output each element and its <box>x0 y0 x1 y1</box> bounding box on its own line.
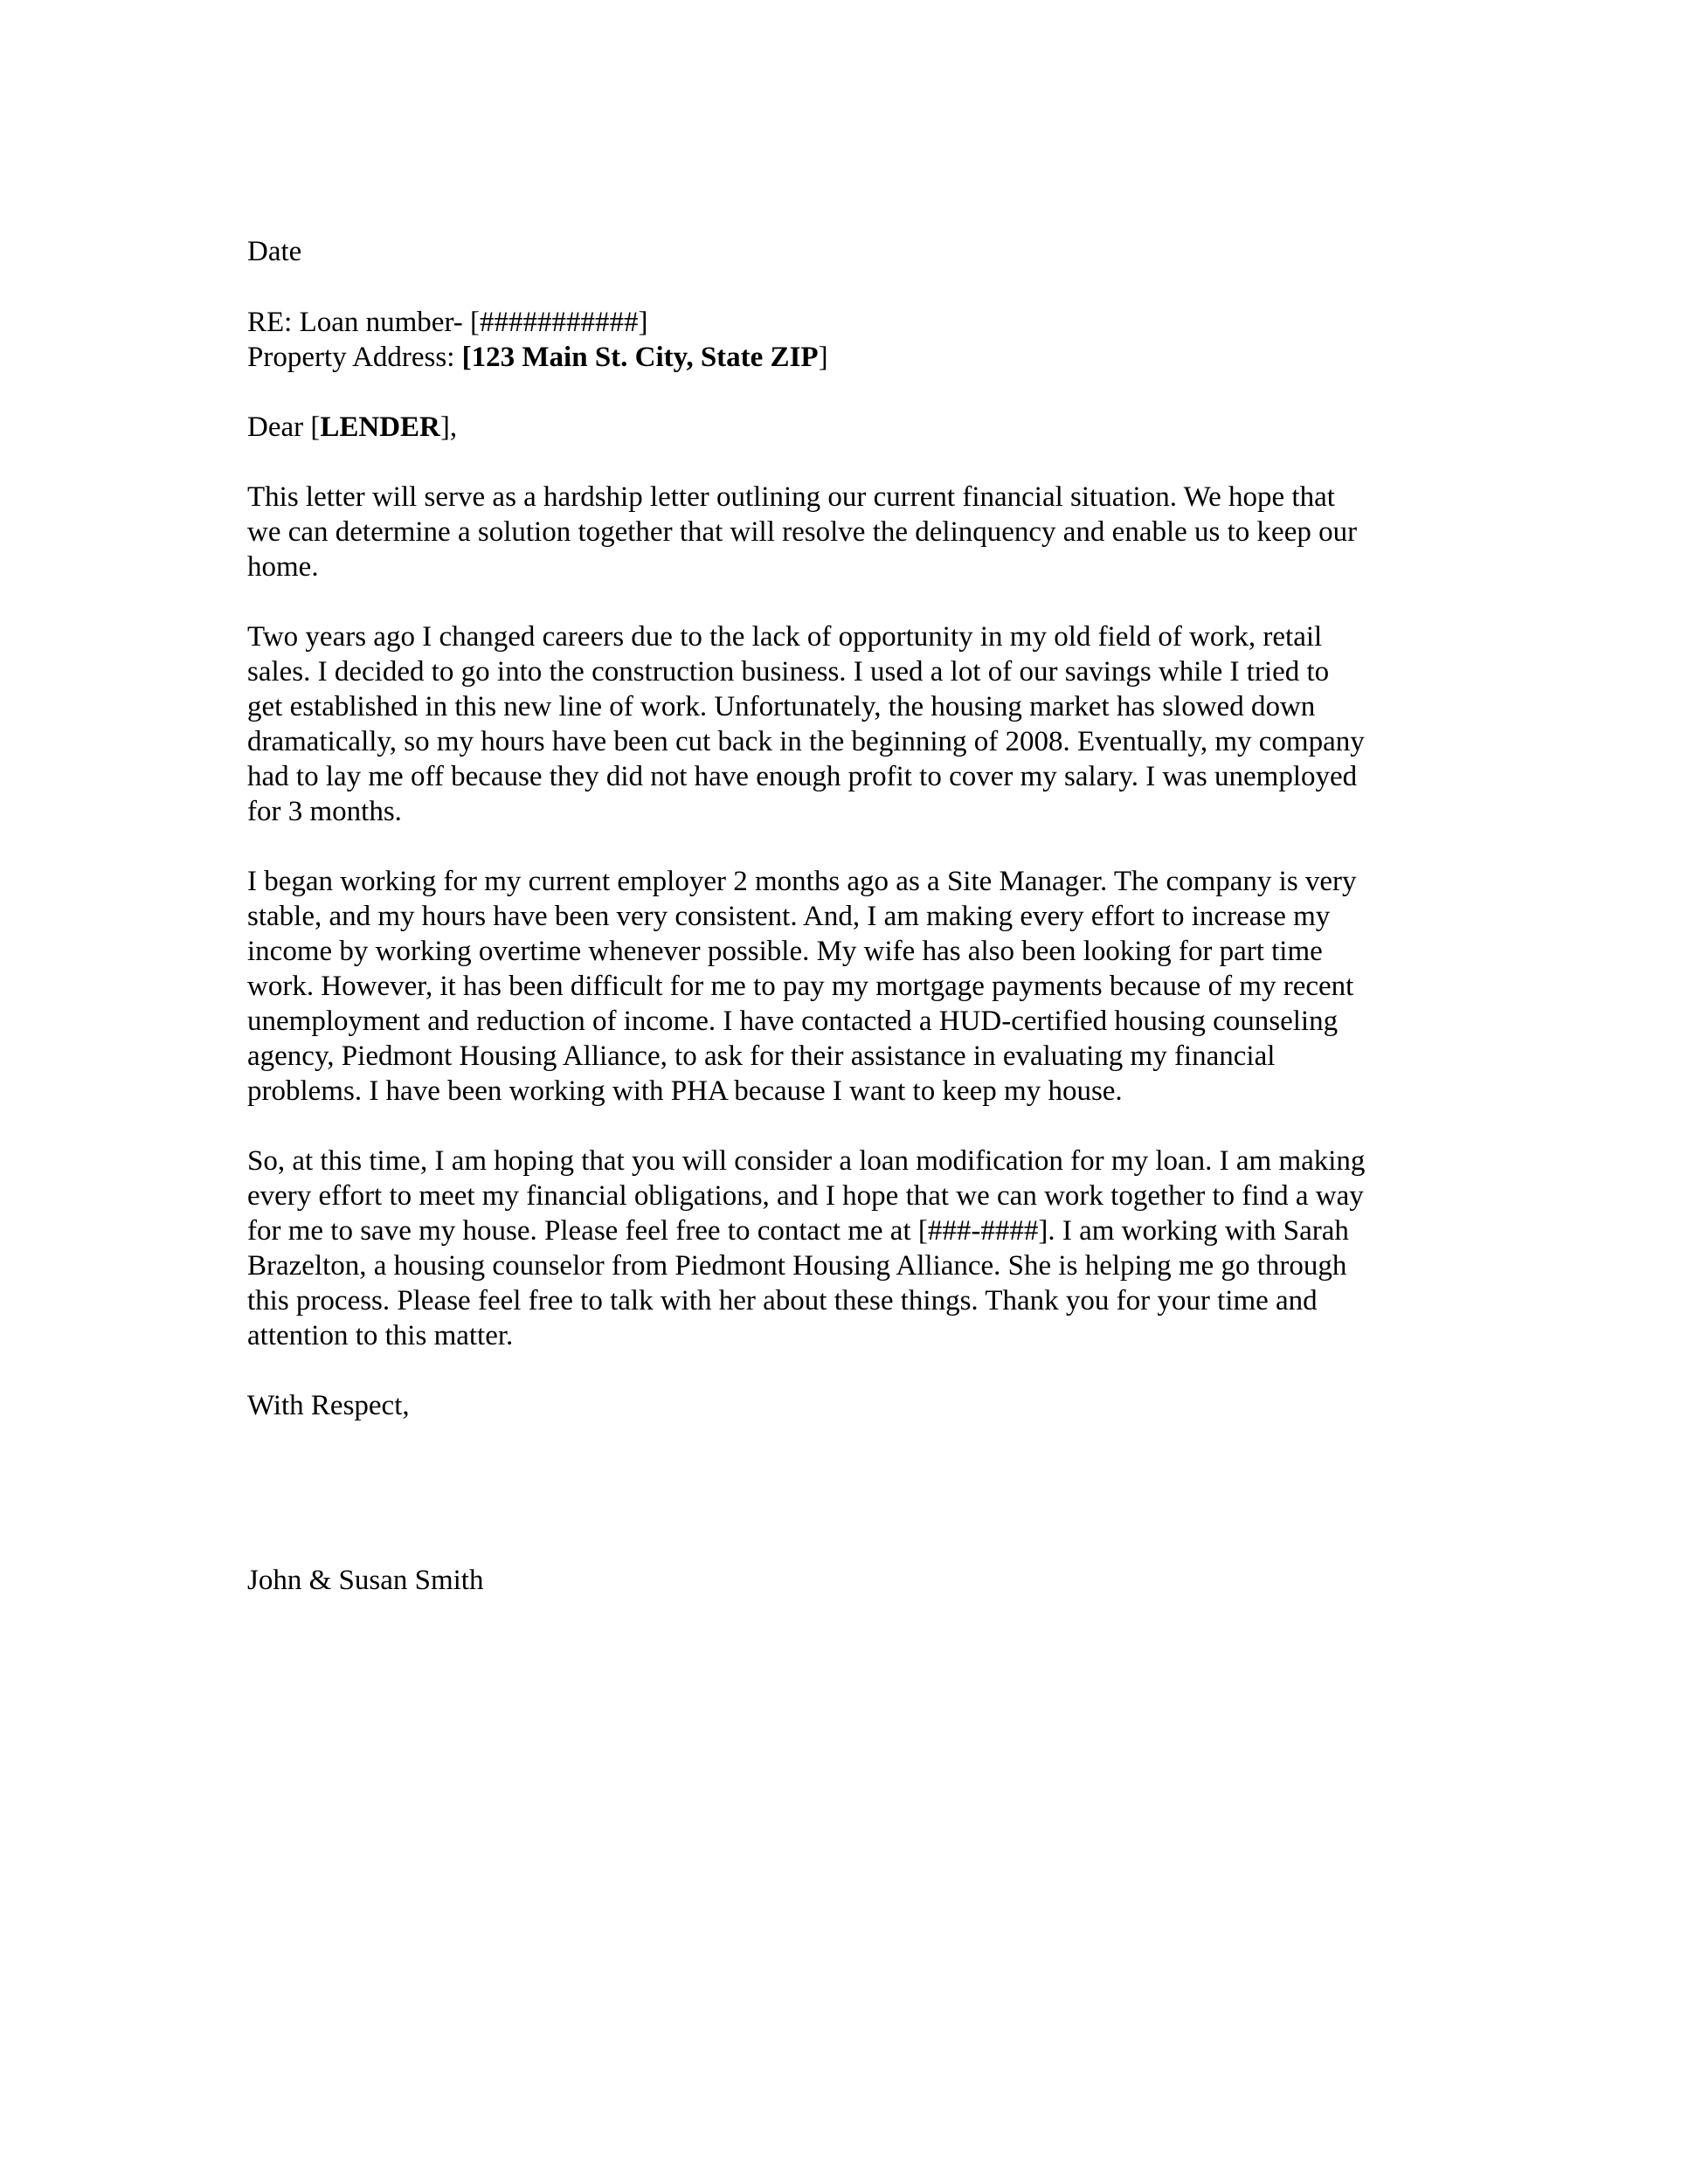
paragraph-line: get established in this new line of work. Unfortunately, the housing market has slowed down <box>247 691 1316 722</box>
paragraph-line: unemployment and reduction of income. I have contacted a HUD-certified housing counseling <box>247 1006 1339 1037</box>
paragraph-line: attention to this matter. <box>247 1320 514 1351</box>
closing: With Respect, <box>247 1390 410 1421</box>
paragraph-line: stable, and my hours have been very consistent. And, I am making every effort to increase my <box>247 901 1331 932</box>
paragraph-line: for 3 months. <box>247 796 402 827</box>
paragraph-line: work. However, it has been difficult for me to pay my mortgage payments because of my recent <box>247 971 1354 1002</box>
paragraph-line: So, at this time, I am hoping that you will consider a loan modification for my loan. I am making <box>247 1145 1366 1177</box>
loan-number-close: ] <box>638 307 648 338</box>
paragraph-career-change <box>247 619 1470 829</box>
paragraph-line: I began working for my current employer 2 months ago as a Site Manager. The company is very <box>247 866 1357 897</box>
letter-date: Date <box>247 236 302 267</box>
salutation-suffix: ], <box>439 411 458 443</box>
paragraph-line: for me to save my house. Please feel free to contact me at [###-####]. I am working with Sarah <box>247 1215 1349 1247</box>
paragraph-line: income by working overtime whenever possible. My wife has also been looking for part time <box>247 936 1323 967</box>
property-address-label: Property Address: <box>247 342 462 373</box>
property-address-line <box>247 340 1470 375</box>
paragraph-line: we can determine a solution together that will resolve the delinquency and enable us to keep our <box>247 516 1358 548</box>
salutation-prefix: Dear [ <box>247 411 321 443</box>
loan-number-value: ########### <box>480 307 639 338</box>
signature: John & Susan Smith <box>247 1565 484 1596</box>
paragraph-line: This letter will serve as a hardship letter outlining our current financial situation. We hope that <box>247 481 1335 513</box>
loan-number-label: RE: Loan number- [ <box>247 307 481 338</box>
paragraph-line: this process. Please feel free to talk with her about these things. Thank you for your time and <box>247 1285 1318 1317</box>
lender-name: LENDER <box>320 411 440 443</box>
property-address-value: [123 Main St. City, State ZIP <box>461 342 819 373</box>
salutation <box>247 410 1470 445</box>
property-address-close: ] <box>818 342 828 373</box>
paragraph-line: had to lay me off because they did not have enough profit to cover my salary. I was unemployed <box>247 761 1358 792</box>
paragraph-intro <box>247 480 1470 584</box>
paragraph-line: every effort to meet my financial obligations, and I hope that we can work together to find a way <box>247 1180 1364 1212</box>
paragraph-line: dramatically, so my hours have been cut back in the beginning of 2008. Eventually, my company <box>247 726 1365 757</box>
paragraph-line: Two years ago I changed careers due to the lack of opportunity in my old field of work, retail <box>247 621 1323 653</box>
loan-number-line <box>247 305 1470 340</box>
paragraph-line: Brazelton, a housing counselor from Piedmont Housing Alliance. She is helping me go through <box>247 1250 1347 1282</box>
paragraph-line: agency, Piedmont Housing Alliance, to ask for their assistance in evaluating my financial <box>247 1040 1276 1072</box>
paragraph-request <box>247 1144 1470 1353</box>
paragraph-line: problems. I have been working with PHA because I want to keep my house. <box>247 1075 1123 1107</box>
paragraph-current-employment <box>247 864 1470 1109</box>
paragraph-line: sales. I decided to go into the construction business. I used a lot of our savings while I tried to <box>247 656 1330 688</box>
paragraph-line: home. <box>247 551 319 583</box>
